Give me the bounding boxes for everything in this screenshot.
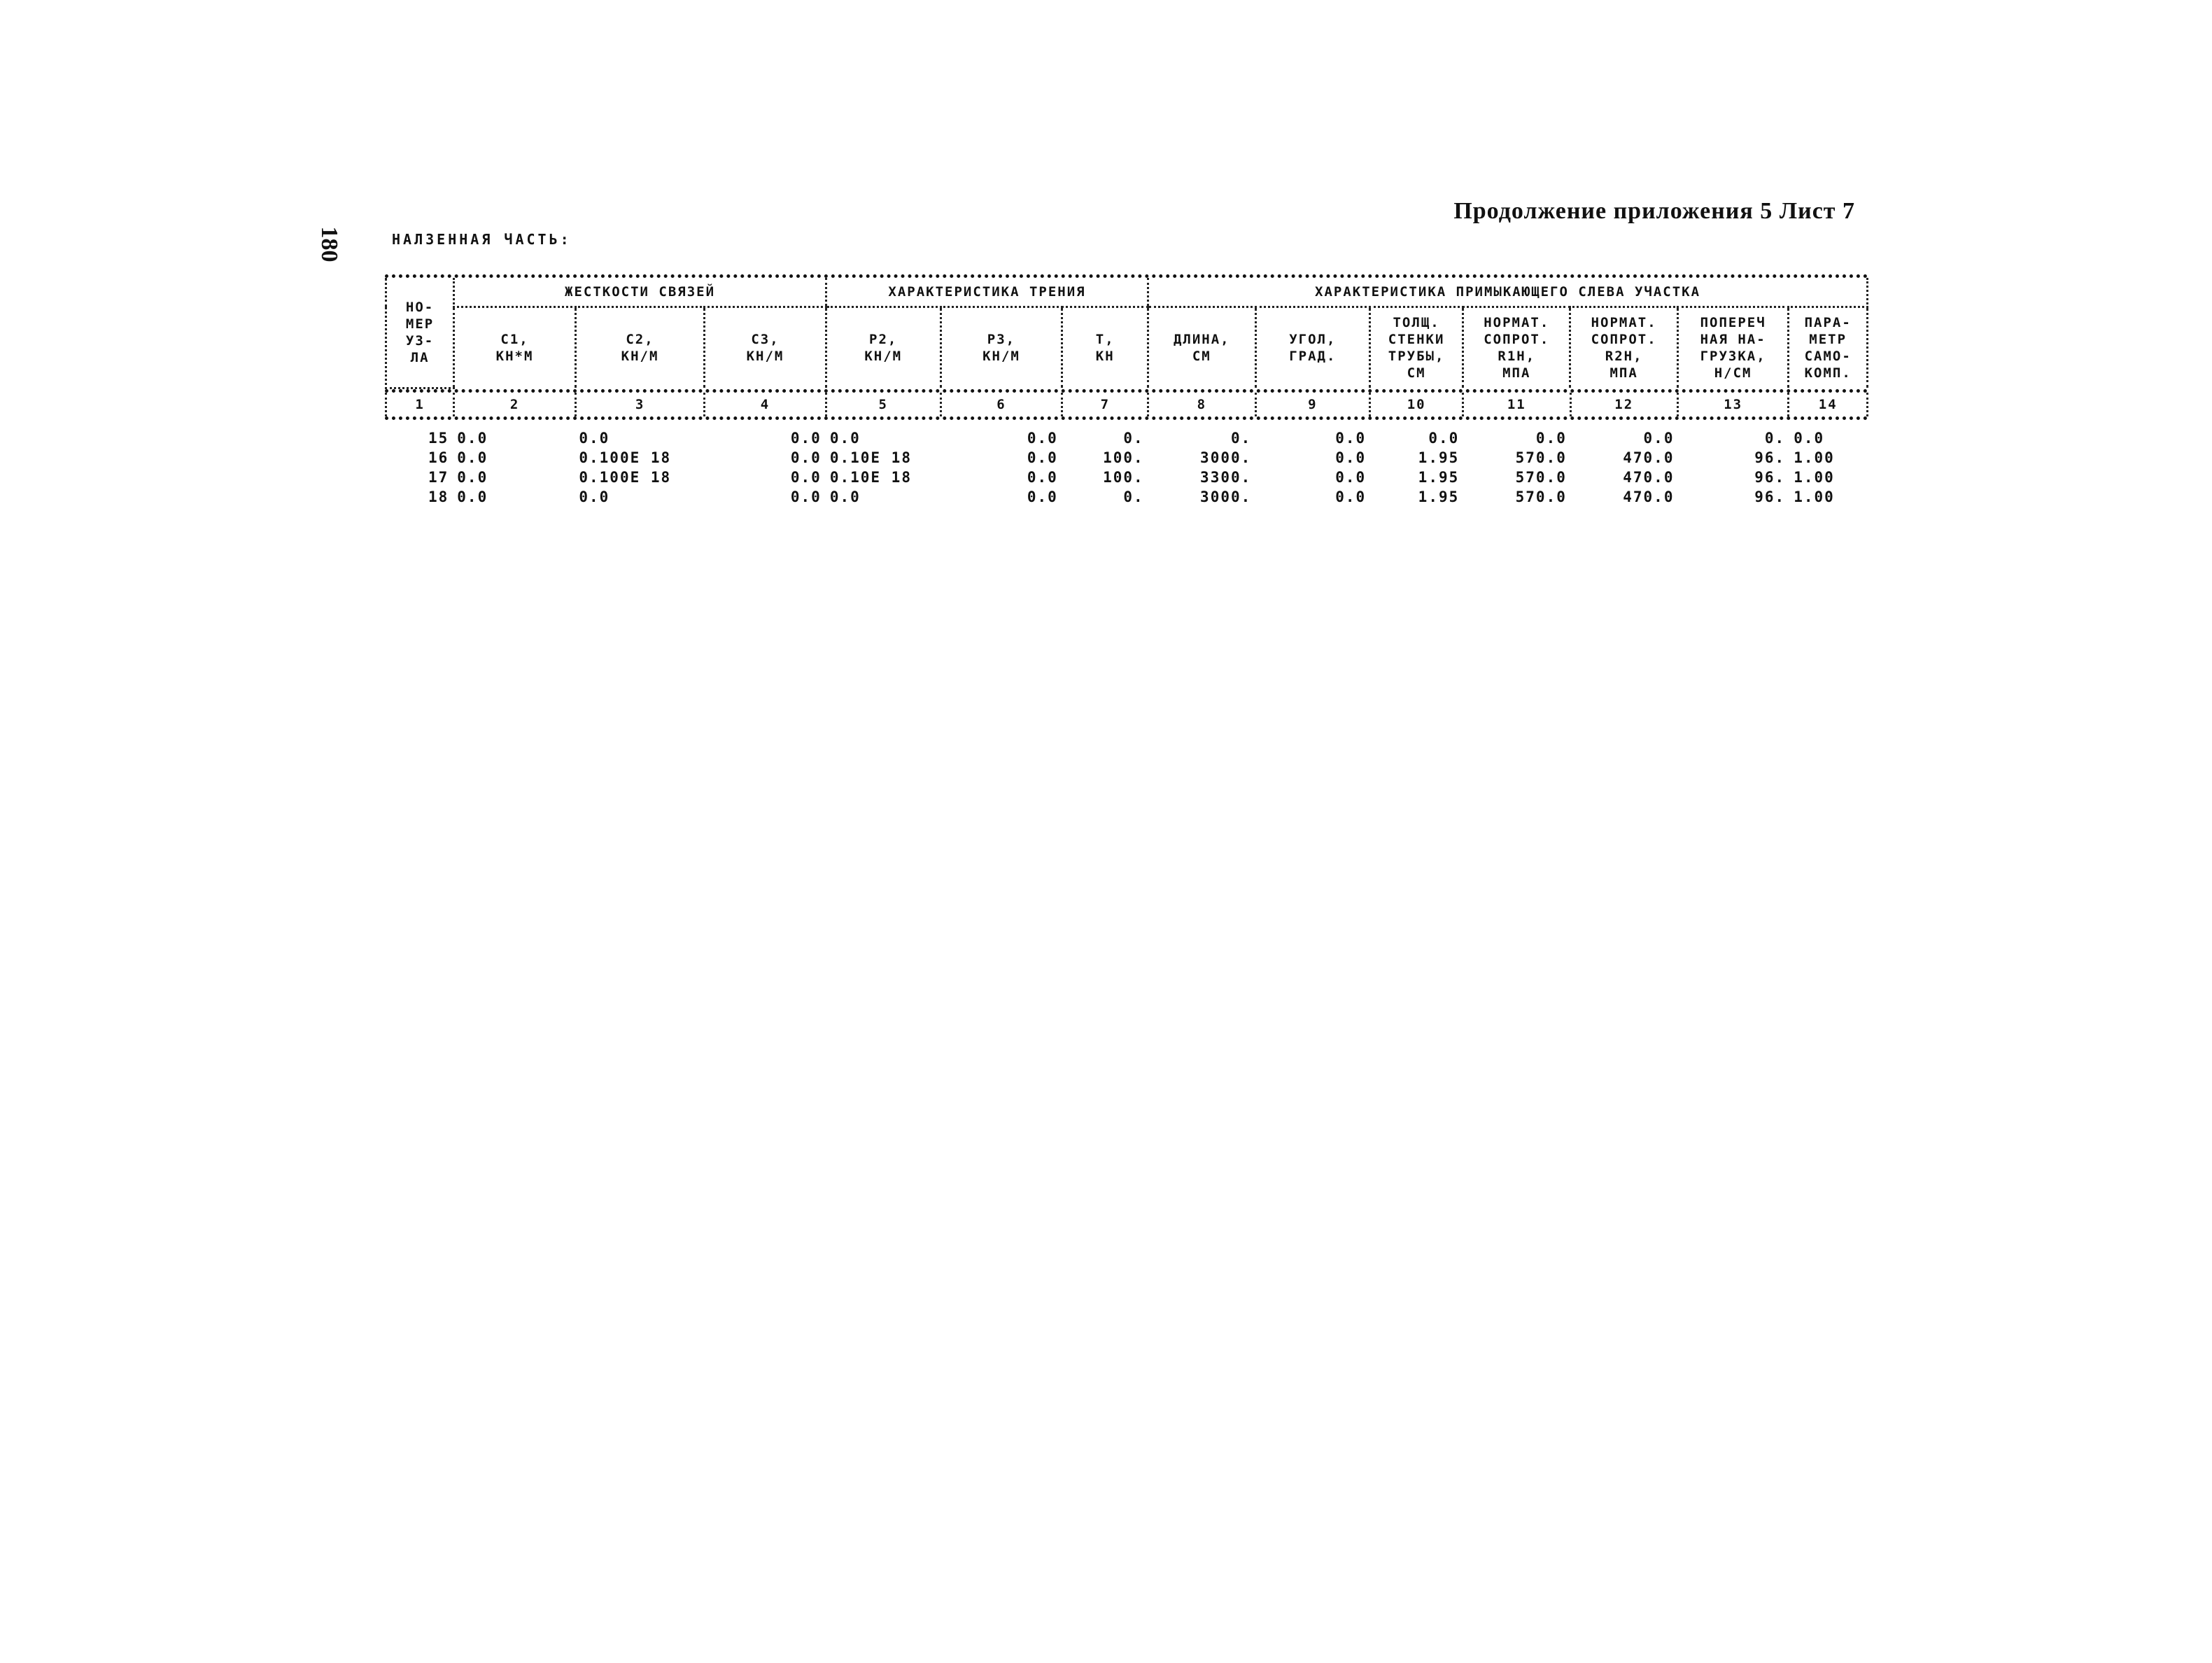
table-cell: 0.0 (1335, 488, 1367, 505)
table-body (385, 428, 1868, 507)
table-cell: 0.10E 18 (829, 449, 912, 466)
table-header (385, 278, 1868, 389)
column-number: 6 (941, 393, 1062, 416)
table-cell: 96. (1754, 449, 1786, 466)
table-row (385, 448, 1868, 468)
table-cell: 0.0 (790, 429, 822, 447)
table-cell: 0.0 (1335, 468, 1367, 486)
table-cell: 0.0 (457, 468, 488, 486)
table-cell: 0. (1123, 429, 1144, 447)
node-number-cell: 15 (428, 429, 449, 447)
table-cell: 470.0 (1623, 449, 1675, 466)
table-cell: 0.0 (1643, 429, 1675, 447)
node-number-cell: 17 (428, 468, 449, 486)
group-adjacent-section: ХАРАКТЕРИСТИКА ПРИМЫКАЮЩЕГО СЛЕВА УЧАСТКА (1148, 278, 1868, 307)
column-header: Р3, КН/М (941, 307, 1062, 388)
column-header: НОРМАТ. СОПРОТ. R1Н, МПА (1463, 307, 1570, 388)
table-cell: 0. (1764, 429, 1786, 447)
table-cell: 0.0 (457, 449, 488, 466)
table-cell: 1.95 (1418, 449, 1460, 466)
column-number: 7 (1062, 393, 1148, 416)
table-cell: 0.0 (457, 429, 488, 447)
column-header: Р2, КН/М (826, 307, 941, 388)
column-number: 12 (1570, 393, 1677, 416)
table-cell: 0.0 (1535, 429, 1567, 447)
column-number: 9 (1255, 393, 1370, 416)
table-cell: 0.0 (1027, 429, 1058, 447)
table-cell: 0.0 (790, 468, 822, 486)
group-stiffness: ЖЕСТКОСТИ СВЯЗЕЙ (454, 278, 826, 307)
table-cell: 0.0 (790, 449, 822, 466)
column-number-row (385, 393, 1868, 416)
table-cell: 0.0 (579, 488, 610, 505)
column-number: 3 (576, 393, 705, 416)
table-cell: 1.95 (1418, 488, 1460, 505)
column-header: С2, КН/М (575, 307, 704, 388)
table-cell: 3000. (1200, 488, 1252, 505)
table-cell: 570.0 (1515, 488, 1567, 505)
printout-table (385, 274, 1868, 507)
table-cell: 570.0 (1515, 449, 1567, 466)
table-cell: 0.0 (790, 488, 822, 505)
table-cell: 0.0 (829, 488, 861, 505)
table-cell: 3000. (1200, 449, 1252, 466)
table-cell: 0.100E 18 (579, 468, 672, 486)
table-cell: 100. (1103, 468, 1144, 486)
column-header: ПАРА- МЕТР САМО- КОМП. (1789, 307, 1868, 388)
table-cell: 0.0 (1428, 429, 1460, 447)
table-cell: 0. (1123, 488, 1144, 505)
table-cell: 570.0 (1515, 468, 1567, 486)
column-number-rule (385, 416, 1868, 420)
table-cell: 1.00 (1794, 468, 1835, 486)
column-header: Т, КН (1062, 307, 1148, 388)
table-cell: 0.0 (1027, 488, 1058, 505)
table-cell: 0.0 (457, 488, 488, 505)
table-row (385, 487, 1868, 507)
column-number: 4 (705, 393, 826, 416)
column-number: 8 (1148, 393, 1255, 416)
table-cell: 3300. (1200, 468, 1252, 486)
column-number: 13 (1677, 393, 1789, 416)
column-header: ДЛИНА, СМ (1148, 307, 1255, 388)
column-header: УГОЛ, ГРАД. (1255, 307, 1370, 388)
table-cell: 0.0 (1335, 429, 1367, 447)
table-cell: 0.0 (1794, 429, 1825, 447)
table-cell: 470.0 (1623, 468, 1675, 486)
node-number-header: НО- МЕР УЗ- ЛА (386, 278, 454, 388)
table-cell: 1.00 (1794, 449, 1835, 466)
table-cell: 0.0 (1335, 449, 1367, 466)
continuation-title: Продолжение приложения 5 Лист 7 (1453, 198, 1855, 224)
column-header: С1, КН*М (454, 307, 576, 388)
table-cell: 470.0 (1623, 488, 1675, 505)
group-friction: ХАРАКТЕРИСТИКА ТРЕНИЯ (826, 278, 1148, 307)
table-cell: 0.100E 18 (579, 449, 672, 466)
page-number: 180 (316, 226, 342, 262)
column-number: 10 (1370, 393, 1463, 416)
table-cell: 100. (1103, 449, 1144, 466)
table-cell: 1.00 (1794, 488, 1835, 505)
table-cell: 0.0 (1027, 449, 1058, 466)
node-number-cell: 18 (428, 488, 449, 505)
column-number: 2 (454, 393, 576, 416)
table-cell: 96. (1754, 488, 1786, 505)
table-row (385, 468, 1868, 487)
table-cell: 0.10E 18 (829, 468, 912, 486)
table-cell: 0.0 (829, 429, 861, 447)
column-header: ПОПЕРЕЧ НАЯ НА- ГРУЗКА, Н/СМ (1677, 307, 1789, 388)
table-cell: 0. (1230, 429, 1252, 447)
table-rows (385, 428, 1868, 507)
column-number: 11 (1463, 393, 1570, 416)
table-row (385, 428, 1868, 448)
table-cell: 0.0 (579, 429, 610, 447)
column-number: 1 (386, 393, 454, 416)
table-cell: 1.95 (1418, 468, 1460, 486)
column-number: 5 (826, 393, 941, 416)
column-header: ТОЛЩ. СТЕНКИ ТРУБЫ, СМ (1370, 307, 1463, 388)
column-header: С3, КН/М (705, 307, 826, 388)
column-header: НОРМАТ. СОПРОТ. R2Н, МПА (1570, 307, 1677, 388)
column-number: 14 (1789, 393, 1868, 416)
table-cell: 96. (1754, 468, 1786, 486)
node-number-cell: 16 (428, 449, 449, 466)
section-title: НАЛЗЕННАЯ ЧАСТЬ: (392, 231, 572, 248)
table-cell: 0.0 (1027, 468, 1058, 486)
